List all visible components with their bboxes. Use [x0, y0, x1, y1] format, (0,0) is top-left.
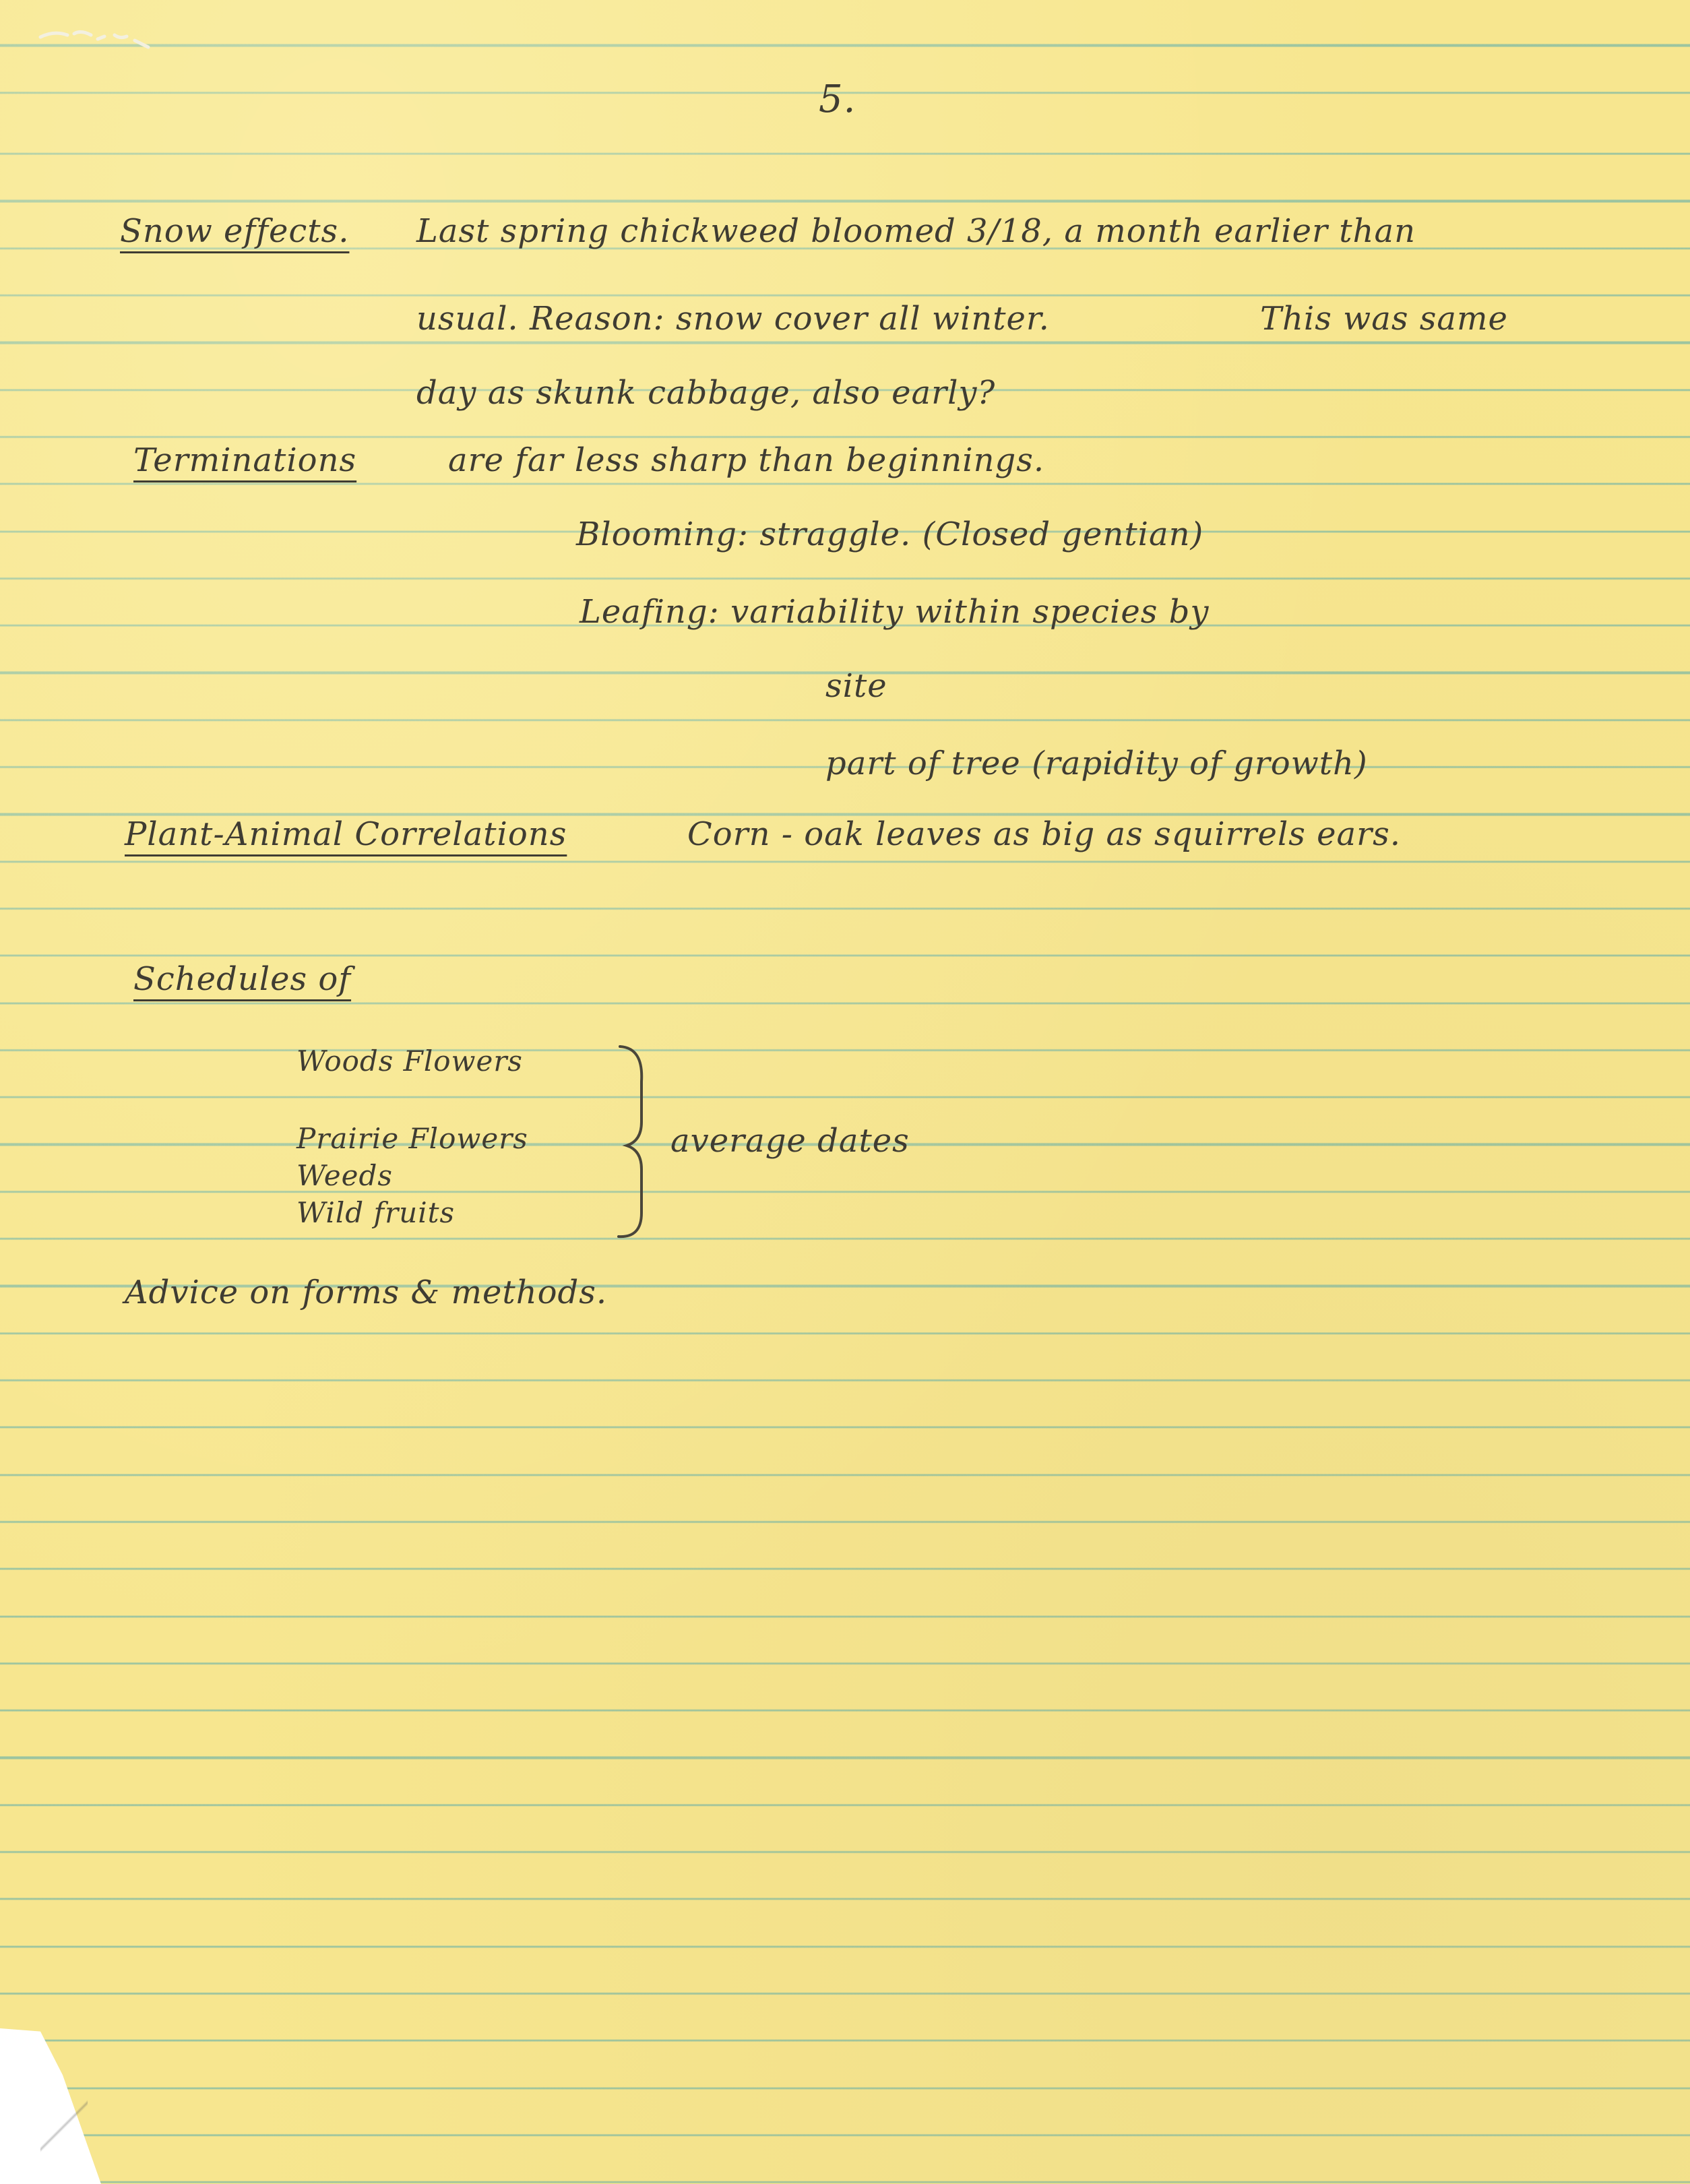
schedule-item-woods-flowers: Woods Flowers	[296, 1044, 523, 1078]
page-number: 5.	[819, 77, 856, 121]
curly-brace-icon	[613, 1041, 660, 1243]
terminations-site: site	[825, 667, 887, 705]
snow-effects-line-3: day as skunk cabbage, also early?	[416, 374, 996, 412]
schedule-item-wild-fruits: Wild fruits	[296, 1196, 456, 1229]
paper-crease	[40, 2076, 88, 2177]
terminations-blooming: Blooming: straggle. (Closed gentian)	[576, 516, 1204, 553]
schedule-item-weeds: Weeds	[296, 1159, 393, 1192]
advice-line: Advice on forms & methods.	[125, 1274, 608, 1311]
heading-schedules: Schedules of	[133, 960, 352, 998]
heading-plant-animal-correlations: Plant-Animal Correlations	[125, 815, 567, 853]
heading-terminations: Terminations	[133, 441, 357, 479]
paper-fleck-marks	[34, 20, 168, 61]
correlations-text: Corn - oak leaves as big as squirrels ears.	[687, 815, 1401, 853]
snow-effects-line-2: usual. Reason: snow cover all winter.	[416, 300, 1050, 338]
snow-effects-line-1: Last spring chickweed bloomed 3/18, a month earlier than	[416, 212, 1416, 250]
schedules-bracket-label: average dates	[670, 1122, 910, 1160]
heading-snow-effects: Snow effects.	[120, 212, 350, 250]
schedule-item-prairie-flowers: Prairie Flowers	[296, 1122, 528, 1155]
terminations-line-1: are far less sharp than beginnings.	[448, 441, 1045, 479]
snow-effects-line-2-end: This was same	[1260, 300, 1508, 338]
terminations-part-of-tree: part of tree (rapidity of growth)	[825, 745, 1368, 782]
terminations-leafing: Leafing: variability within species by	[580, 593, 1210, 631]
